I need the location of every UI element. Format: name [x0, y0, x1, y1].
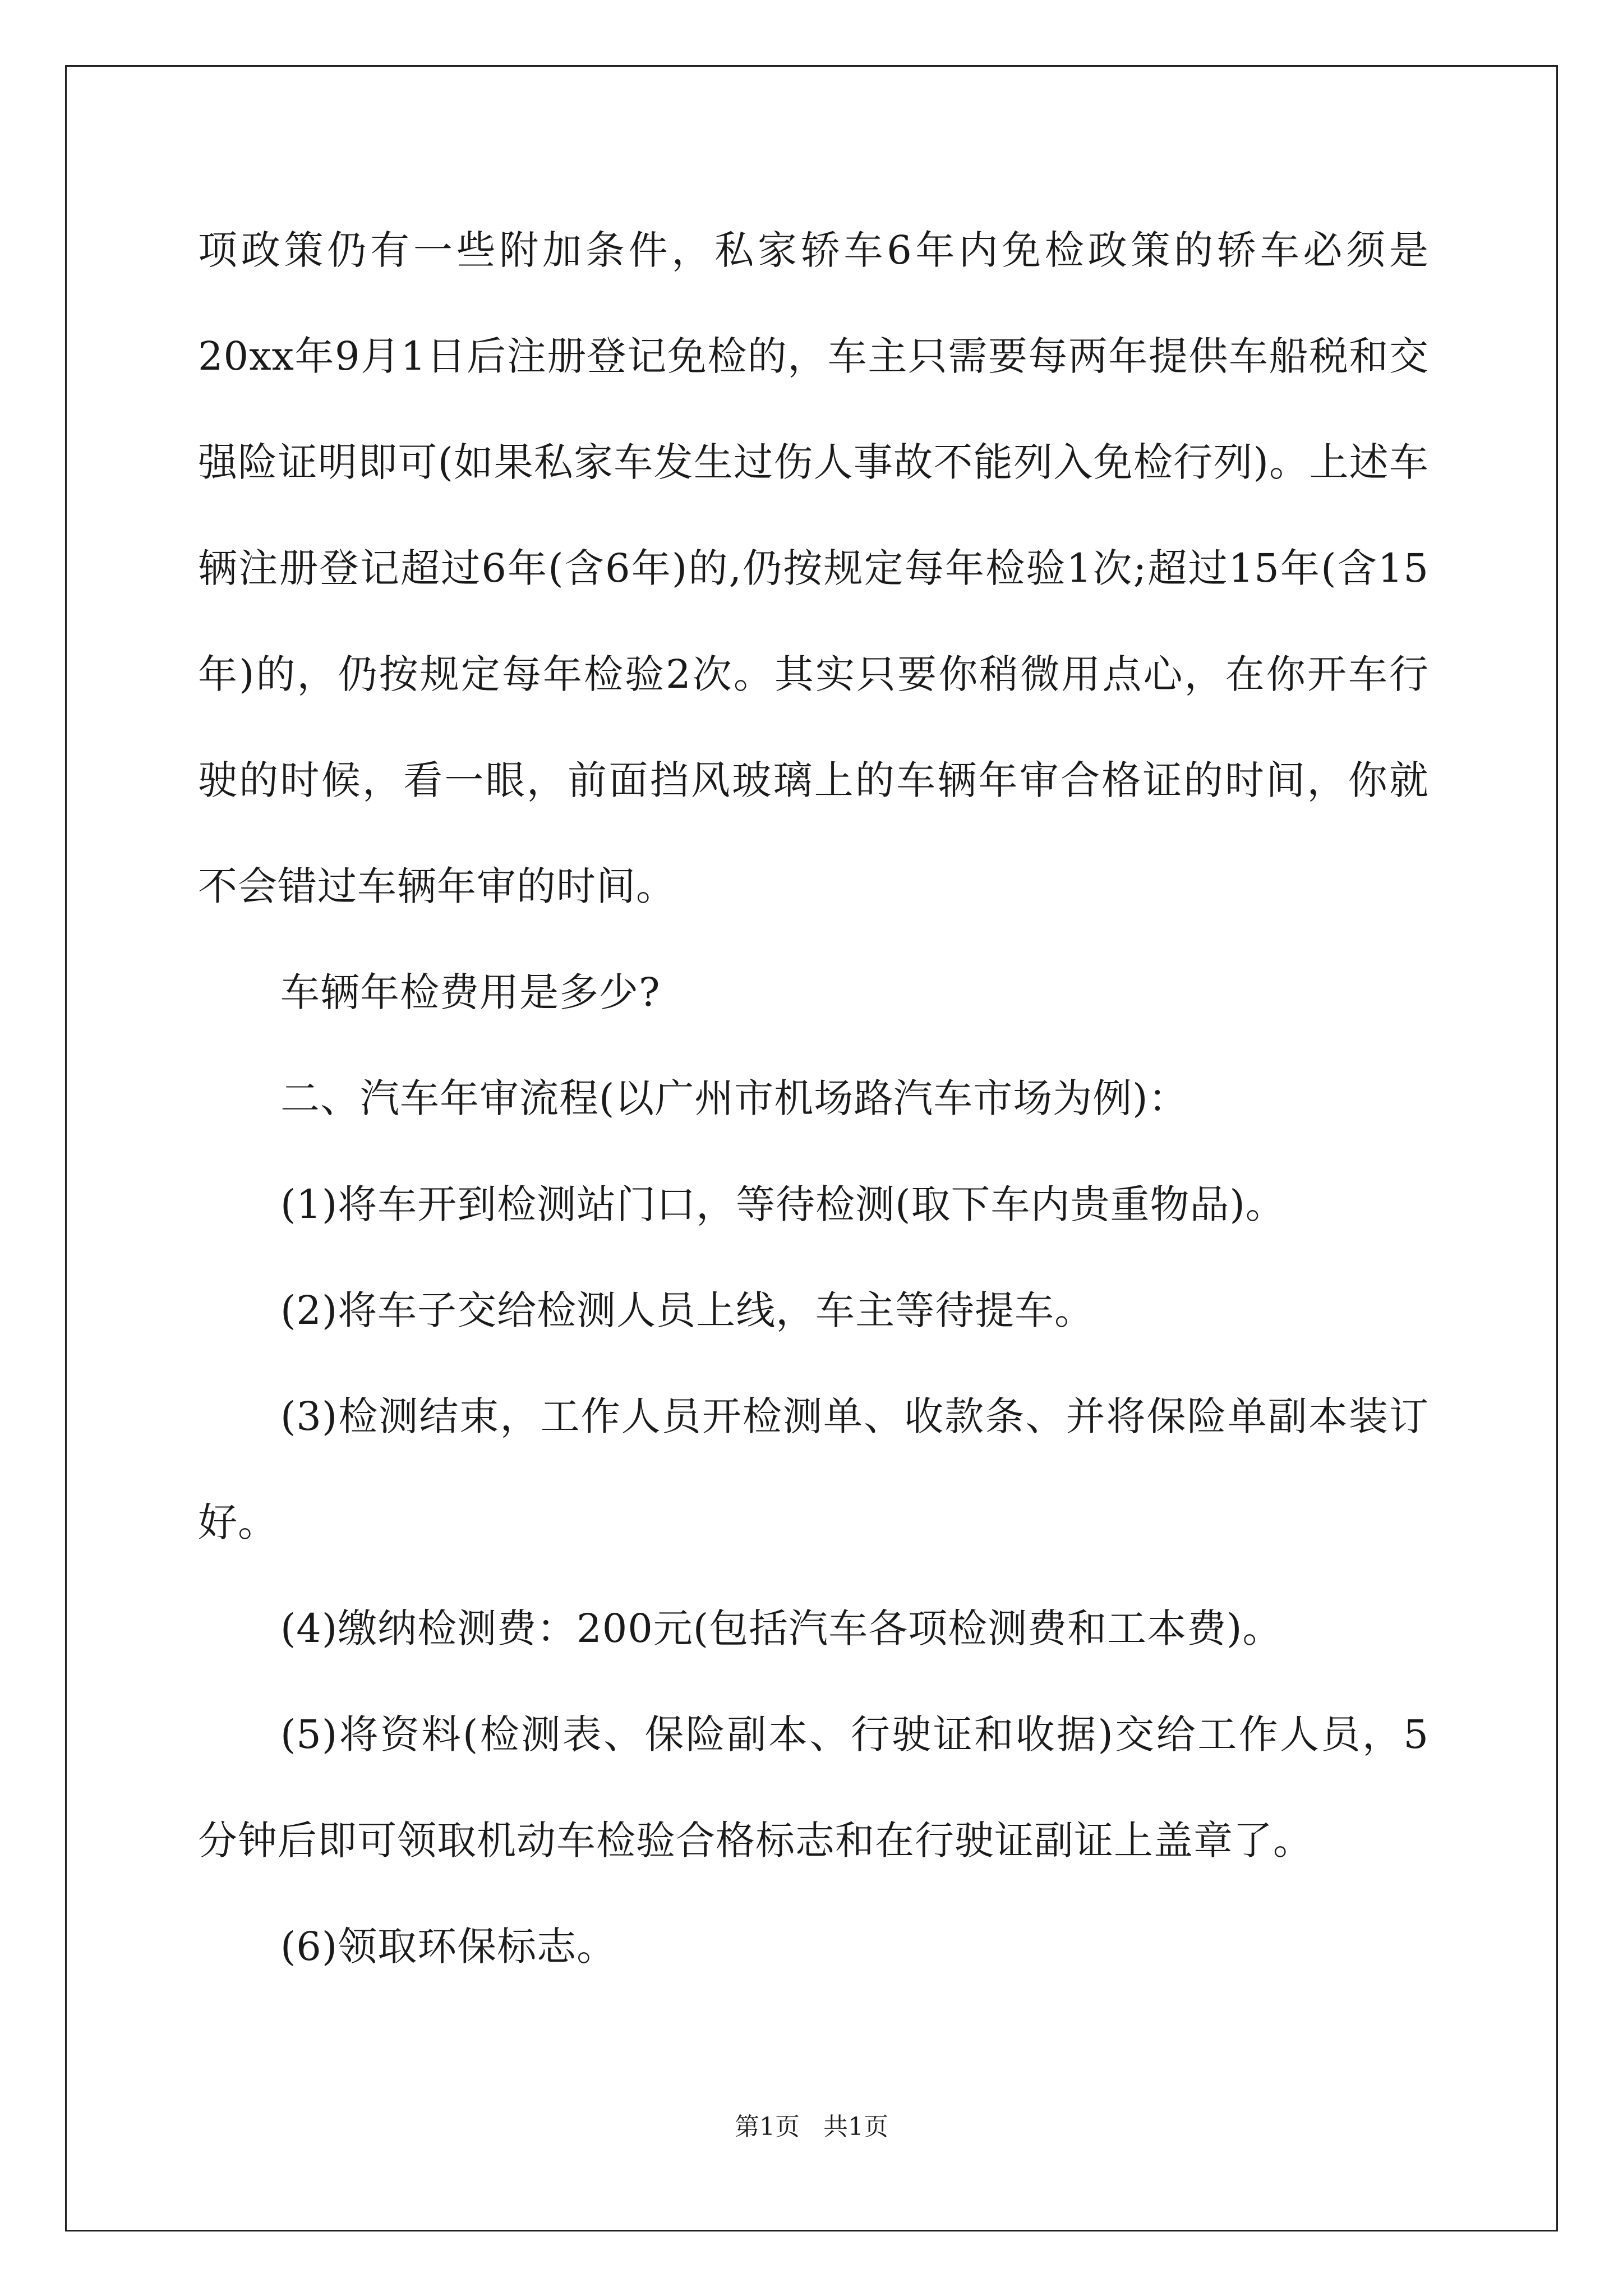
paragraph-fee-question: 车辆年检费用是多少? — [280, 969, 661, 1015]
paragraph-step-5: (5)将资料(检测表、保险副本、行驶证和收据)交给工作人员，5分钟后即可领取机动车检验合格标志和在行驶证副证上盖章了。 — [198, 1711, 1429, 1864]
paragraph-intro: 项政策仍有一些附加条件，私家轿车6年内免检政策的轿车必须是20xx年9月1日后注册登记免检的，车主只需要每两年提供车船税和交强险证明即可(如果私家车发生过伤人事故不能列入免检行列)。上述车辆注册登记超过6年(含6年)的,仍按规定每年检验1次;超过15年(含15年)的，仍按规定每年检验2次。其实只要你稍微用点心，在你开车行驶的时候，看一眼，前面挡风玻璃上的车辆年审合格证的时间，你就不会错过车辆年审的时间。 — [198, 227, 1429, 909]
page-number: 第1页 — [735, 2113, 800, 2141]
paragraph-step-4: (4)缴纳检测费：200元(包括汽车各项检测费和工本费)。 — [280, 1605, 1283, 1651]
paragraph-process-heading: 二、汽车年审流程(以广州市机场路汽车市场为例)： — [280, 1075, 1188, 1121]
paragraph-step-3: (3)检测结束，工作人员开检测单、收款条、并将保险单副本装订好。 — [198, 1393, 1429, 1545]
document-body — [198, 197, 1429, 2000]
paragraph-step-6: (6)领取环保标志。 — [280, 1924, 617, 1970]
paragraph-step-2: (2)将车子交给检测人员上线，车主等待提车。 — [280, 1287, 1095, 1333]
paragraph-step-1: (1)将车开到检测站门口，等待检测(取下车内贵重物品)。 — [280, 1181, 1285, 1227]
page-footer — [0, 2106, 1623, 2142]
page-total: 共1页 — [823, 2113, 888, 2141]
